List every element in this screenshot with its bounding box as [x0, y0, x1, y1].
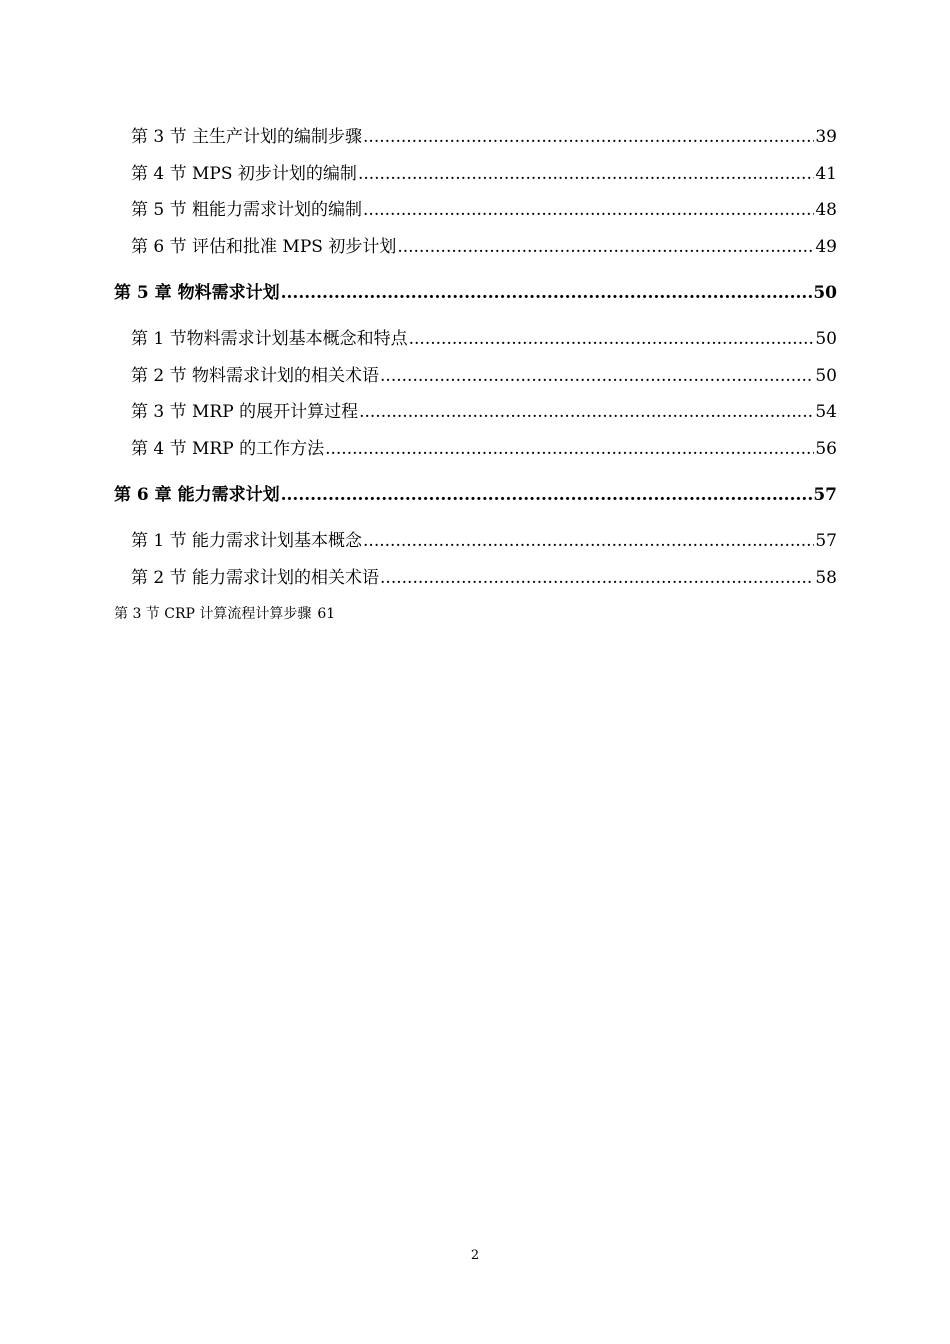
toc-entry-title: 第 6 节 评估和批准 MPS 初步计划: [131, 237, 397, 257]
toc-entry-title: 第 1 节 能力需求计划基本概念: [131, 531, 363, 551]
page-number: 2: [470, 1248, 480, 1263]
toc-leader-dots: [409, 327, 815, 351]
toc-leader-dots: [363, 125, 814, 149]
toc-entry[interactable]: [131, 125, 837, 149]
toc-entry-title: 第 1 节物料需求计划基本概念和特点: [131, 329, 408, 349]
toc-entry-page: 57: [815, 531, 837, 551]
toc-entry-page: 49: [815, 237, 837, 257]
toc-leader-dots: [358, 162, 814, 186]
toc-entry-title: 第 3 节 MRP 的展开计算过程: [131, 402, 359, 422]
toc-entry[interactable]: [131, 529, 837, 553]
toc-entry[interactable]: [131, 437, 837, 461]
toc-entry-title: 第 4 节 MRP 的工作方法: [131, 439, 325, 459]
toc-entry-title: 第 2 节 能力需求计划的相关术语: [131, 568, 380, 588]
toc-plain-entry-page: 61: [317, 606, 336, 622]
toc-chapter-title: 第 5 章 物料需求计划: [114, 283, 280, 303]
toc-chapter-entry[interactable]: [114, 281, 837, 305]
toc-entry-page: 50: [815, 366, 837, 386]
toc-entry-title: 第 4 节 MPS 初步计划的编制: [131, 164, 357, 184]
toc-leader-dots: [359, 400, 814, 424]
toc-entry-page: 48: [815, 200, 837, 220]
toc-leader-dots: [380, 364, 814, 388]
toc-entry-page: 39: [815, 127, 837, 147]
toc-plain-entry[interactable]: [114, 603, 341, 625]
toc-chapter-page: 57: [813, 485, 837, 505]
toc-entry-title: 第 5 节 粗能力需求计划的编制: [131, 200, 363, 220]
toc-chapter-title: 第 6 章 能力需求计划: [114, 485, 280, 505]
toc-entry-page: 58: [815, 568, 837, 588]
toc-entry-page: 56: [815, 439, 837, 459]
toc-entry[interactable]: [131, 364, 837, 388]
toc-leader-dots: [281, 483, 813, 507]
toc-entry-title: 第 2 节 物料需求计划的相关术语: [131, 366, 380, 386]
toc-entry-title: 第 3 节 主生产计划的编制步骤: [131, 127, 363, 147]
toc-entry[interactable]: [131, 327, 837, 351]
toc-entry[interactable]: [131, 162, 837, 186]
toc-leader-dots: [363, 529, 814, 553]
toc-entry[interactable]: [131, 400, 837, 424]
toc-entry[interactable]: [131, 198, 837, 222]
toc-entry[interactable]: [131, 235, 837, 259]
toc-chapter-entry[interactable]: [114, 483, 837, 507]
toc-entry[interactable]: [131, 566, 837, 590]
toc-plain-entry-title: 第 3 节 CRP 计算流程计算步骤: [114, 606, 312, 622]
toc-leader-dots: [380, 566, 814, 590]
toc-entry-page: 50: [815, 329, 837, 349]
toc-chapter-page: 50: [813, 283, 837, 303]
toc-leader-dots: [363, 198, 814, 222]
toc-entry-page: 54: [815, 402, 837, 422]
toc-leader-dots: [325, 437, 814, 461]
toc-entry-page: 41: [815, 164, 837, 184]
toc-leader-dots: [397, 235, 814, 259]
toc-leader-dots: [281, 281, 813, 305]
